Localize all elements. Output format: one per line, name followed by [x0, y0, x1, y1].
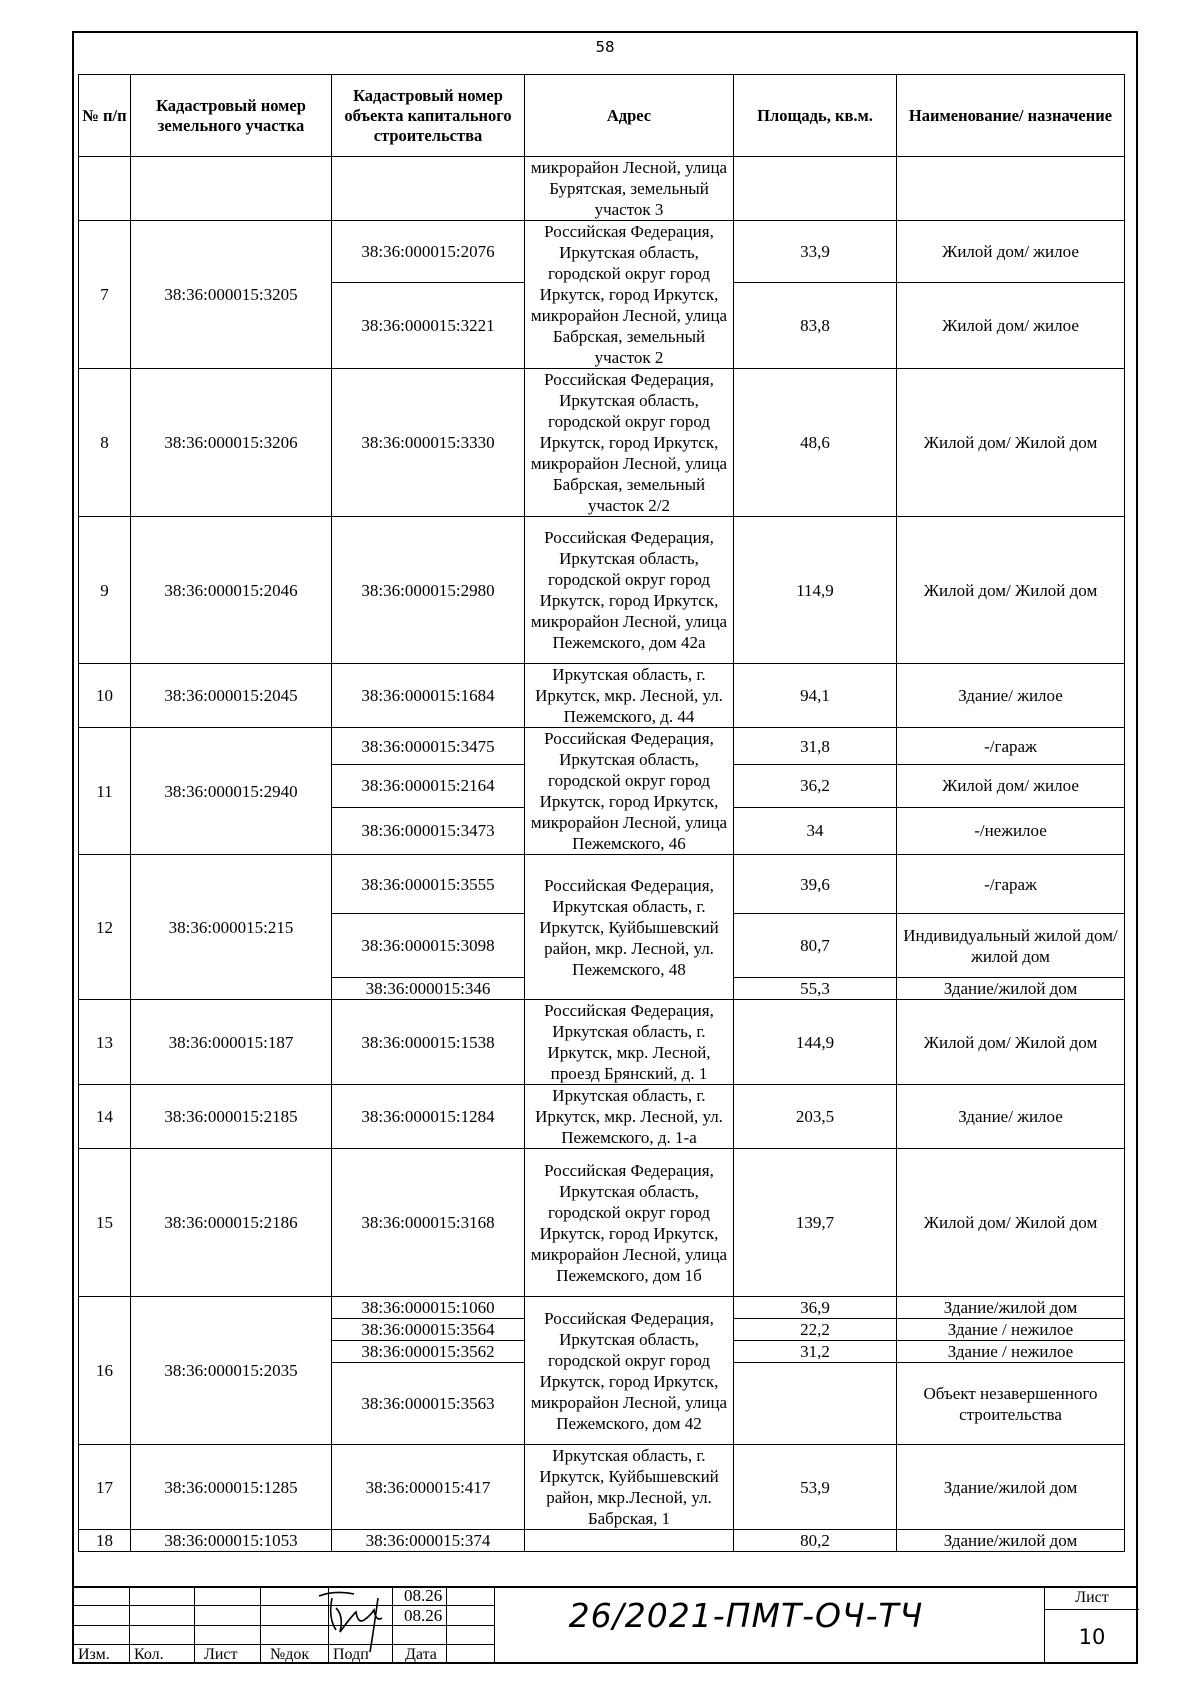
object-cadastral: 38:36:000015:3473: [332, 807, 525, 854]
address-cell: Российская Федерация, Иркутская область, городской округ город Иркутск, город Иркутск, микрорайон Лесной, улица Бабрская, земельный участок 2: [525, 221, 734, 369]
row-number: 7: [79, 221, 131, 369]
header-address: Адрес: [525, 75, 734, 157]
object-cadastral: 38:36:000015:3168: [332, 1149, 525, 1297]
name-cell: Жилой дом/ Жилой дом: [897, 369, 1125, 517]
area-cell: 83,8: [734, 283, 897, 369]
name-cell: Жилой дом/ Жилой дом: [897, 1000, 1125, 1085]
object-cadastral: 38:36:000015:417: [332, 1445, 525, 1530]
table-row: [79, 664, 1125, 728]
area-cell: 22,2: [734, 1319, 897, 1341]
land-cadastral: 38:36:000015:2186: [131, 1149, 332, 1297]
address-cell: Российская Федерация, Иркутская область, городской округ город Иркутск, город Иркутск, микрорайон Лесной, улица Бабрская, земельный участок 2/2: [525, 369, 734, 517]
title-block: [74, 1586, 1136, 1664]
address-cell: Российская Федерация, Иркутская область, городской округ город Иркутск, город Иркутск, микрорайон Лесной, улица Пежемского, дом 42: [525, 1297, 734, 1445]
object-cadastral: 38:36:000015:3563: [332, 1363, 525, 1445]
table-row: [79, 1297, 1125, 1319]
table-row: [79, 157, 1125, 221]
label-list: Лист: [204, 1646, 238, 1663]
name-cell: Здание / нежилое: [897, 1341, 1125, 1363]
name-cell: Здание/ жилое: [897, 664, 1125, 728]
signature-stroke: [319, 1592, 382, 1652]
land-cadastral: 38:36:000015:187: [131, 1000, 332, 1085]
row-number: 11: [79, 728, 131, 855]
object-cadastral: 38:36:000015:2980: [332, 517, 525, 664]
row-number: 15: [79, 1149, 131, 1297]
area-cell: 31,8: [734, 728, 897, 765]
table-row: [79, 1530, 1125, 1552]
label-ndok: №док: [270, 1646, 310, 1663]
object-cadastral: 38:36:000015:3475: [332, 728, 525, 765]
address-cell: Иркутская область, г. Иркутск, мкр. Лесной, ул. Пежемского, д. 44: [525, 664, 734, 728]
land-cadastral: 38:36:000015:2045: [131, 664, 332, 728]
row-number: 17: [79, 1445, 131, 1530]
table-row: [79, 1149, 1125, 1297]
table-row: [79, 1085, 1125, 1149]
address-cell: [525, 1530, 734, 1552]
label-podp: Подп: [333, 1646, 369, 1663]
land-cadastral: 38:36:000015:3205: [131, 221, 332, 369]
row-number: 9: [79, 517, 131, 664]
page-frame: [72, 31, 1138, 1664]
address-cell: Российская Федерация, Иркутская область, г. Иркутск, мкр. Лесной, проезд Брянский, д. 1: [525, 1000, 734, 1085]
table-row: [79, 221, 1125, 283]
area-cell: 55,3: [734, 978, 897, 1000]
object-cadastral: 38:36:000015:2076: [332, 221, 525, 283]
table-header-row: [79, 75, 1125, 157]
row-number: 12: [79, 855, 131, 1000]
table-row: [79, 1445, 1125, 1530]
area-cell: 53,9: [734, 1445, 897, 1530]
object-cadastral: 38:36:000015:3564: [332, 1319, 525, 1341]
row-number: 8: [79, 369, 131, 517]
area-cell: 144,9: [734, 1000, 897, 1085]
name-cell: Жилой дом/ Жилой дом: [897, 517, 1125, 664]
date-1: 08.26: [404, 1586, 443, 1605]
name-cell: -/гараж: [897, 855, 1125, 914]
page-number: 58: [595, 38, 615, 56]
object-cadastral: 38:36:000015:374: [332, 1530, 525, 1552]
date-2: 08.26: [404, 1606, 443, 1625]
header-land-cadastral: Кадастровый номер земельного участка: [131, 75, 332, 157]
table-row: [79, 855, 1125, 914]
name-cell: Жилой дом/ жилое: [897, 283, 1125, 369]
object-cadastral: 38:36:000015:1538: [332, 1000, 525, 1085]
land-cadastral: 38:36:000015:2046: [131, 517, 332, 664]
area-cell: 114,9: [734, 517, 897, 664]
area-cell: 36,2: [734, 765, 897, 807]
row-number: 13: [79, 1000, 131, 1085]
object-cadastral: 38:36:000015:3098: [332, 914, 525, 978]
area-cell: 80,2: [734, 1530, 897, 1552]
area-cell: [734, 1363, 897, 1445]
area-cell: 39,6: [734, 855, 897, 914]
name-cell: Здание/жилой дом: [897, 1445, 1125, 1530]
table-row: [79, 728, 1125, 765]
area-cell: 31,2: [734, 1341, 897, 1363]
area-cell: 80,7: [734, 914, 897, 978]
land-cadastral: 38:36:000015:2035: [131, 1297, 332, 1445]
name-cell: Здание/жилой дом: [897, 978, 1125, 1000]
signature-mark: [314, 1588, 394, 1656]
header-area: Площадь, кв.м.: [734, 75, 897, 157]
table-row: [79, 517, 1125, 664]
name-cell: Здание/жилой дом: [897, 1297, 1125, 1319]
land-cadastral: 38:36:000015:2940: [131, 728, 332, 855]
header-num: № п/п: [79, 75, 131, 157]
land-cadastral: 38:36:000015:3206: [131, 369, 332, 517]
sheet-label: Лист: [1045, 1586, 1139, 1610]
object-cadastral: 38:36:000015:346: [332, 978, 525, 1000]
row-number: 16: [79, 1297, 131, 1445]
address-cell: микрорайон Лесной, улица Бурятская, земельный участок 3: [525, 157, 734, 221]
name-cell: Здание / нежилое: [897, 1319, 1125, 1341]
address-cell: Иркутская область, г. Иркутск, Куйбышевский район, мкр.Лесной, ул. Бабрская, 1: [525, 1445, 734, 1530]
address-cell: Российская Федерация, Иркутская область, городской округ город Иркутск, город Иркутск, микрорайон Лесной, улица Пежемского, дом 42а: [525, 517, 734, 664]
name-cell: Жилой дом/ Жилой дом: [897, 1149, 1125, 1297]
name-cell: Здание/жилой дом: [897, 1530, 1125, 1552]
land-cadastral: 38:36:000015:2185: [131, 1085, 332, 1149]
address-cell: Иркутская область, г. Иркутск, мкр. Лесной, ул. Пежемского, д. 1-а: [525, 1085, 734, 1149]
row-number: 10: [79, 664, 131, 728]
row-number: 14: [79, 1085, 131, 1149]
row-number: 18: [79, 1530, 131, 1552]
name-cell: -/гараж: [897, 728, 1125, 765]
name-cell: Жилой дом/ жилое: [897, 765, 1125, 807]
land-cadastral: 38:36:000015:215: [131, 855, 332, 1000]
sheet-number: 10: [1078, 1625, 1106, 1649]
object-cadastral: 38:36:000015:3330: [332, 369, 525, 517]
header-object-cadastral: Кадастровый номер объекта капитального строительства: [332, 75, 525, 157]
register-table: [78, 74, 1125, 1552]
address-cell: Российская Федерация, Иркутская область, городской округ город Иркутск, город Иркутск, микрорайон Лесной, улица Пежемского, 46: [525, 728, 734, 855]
name-cell: Жилой дом/ жилое: [897, 221, 1125, 283]
object-cadastral: 38:36:000015:1284: [332, 1085, 525, 1149]
area-cell: 203,5: [734, 1085, 897, 1149]
label-data: Дата: [405, 1646, 437, 1663]
name-cell: Объект незавершенного строительства: [897, 1363, 1125, 1445]
object-cadastral: 38:36:000015:3555: [332, 855, 525, 914]
address-cell: Российская Федерация, Иркутская область, городской округ город Иркутск, город Иркутск, микрорайон Лесной, улица Пежемского, дом 1б: [525, 1149, 734, 1297]
label-kol: Кол.: [134, 1646, 164, 1663]
land-cadastral: 38:36:000015:1285: [131, 1445, 332, 1530]
object-cadastral: 38:36:000015:1684: [332, 664, 525, 728]
header-name: Наименование/ назначение: [897, 75, 1125, 157]
revision-grid: [74, 1586, 494, 1664]
object-cadastral: 38:36:000015:3221: [332, 283, 525, 369]
area-cell: 33,9: [734, 221, 897, 283]
land-cadastral: 38:36:000015:1053: [131, 1530, 332, 1552]
area-cell: 36,9: [734, 1297, 897, 1319]
area-cell: 94,1: [734, 664, 897, 728]
table-row: [79, 369, 1125, 517]
name-cell: -/нежилое: [897, 807, 1125, 854]
object-cadastral: 38:36:000015:1060: [332, 1297, 525, 1319]
object-cadastral: 38:36:000015:2164: [332, 765, 525, 807]
area-cell: 34: [734, 807, 897, 854]
sheet-box: [1044, 1586, 1139, 1664]
area-cell: 48,6: [734, 369, 897, 517]
object-cadastral: 38:36:000015:3562: [332, 1341, 525, 1363]
area-cell: 139,7: [734, 1149, 897, 1297]
document-code: 26/2021-ПМТ-ОЧ-ТЧ: [568, 1596, 924, 1635]
table-row: [79, 1000, 1125, 1085]
address-cell: Российская Федерация, Иркутская область, г. Иркутск, Куйбышевский район, мкр. Лесной, ул. Пежемского, 48: [525, 855, 734, 1000]
name-cell: Индивидуальный жилой дом/ жилой дом: [897, 914, 1125, 978]
name-cell: Здание/ жилое: [897, 1085, 1125, 1149]
label-izm: Изм.: [78, 1646, 110, 1663]
